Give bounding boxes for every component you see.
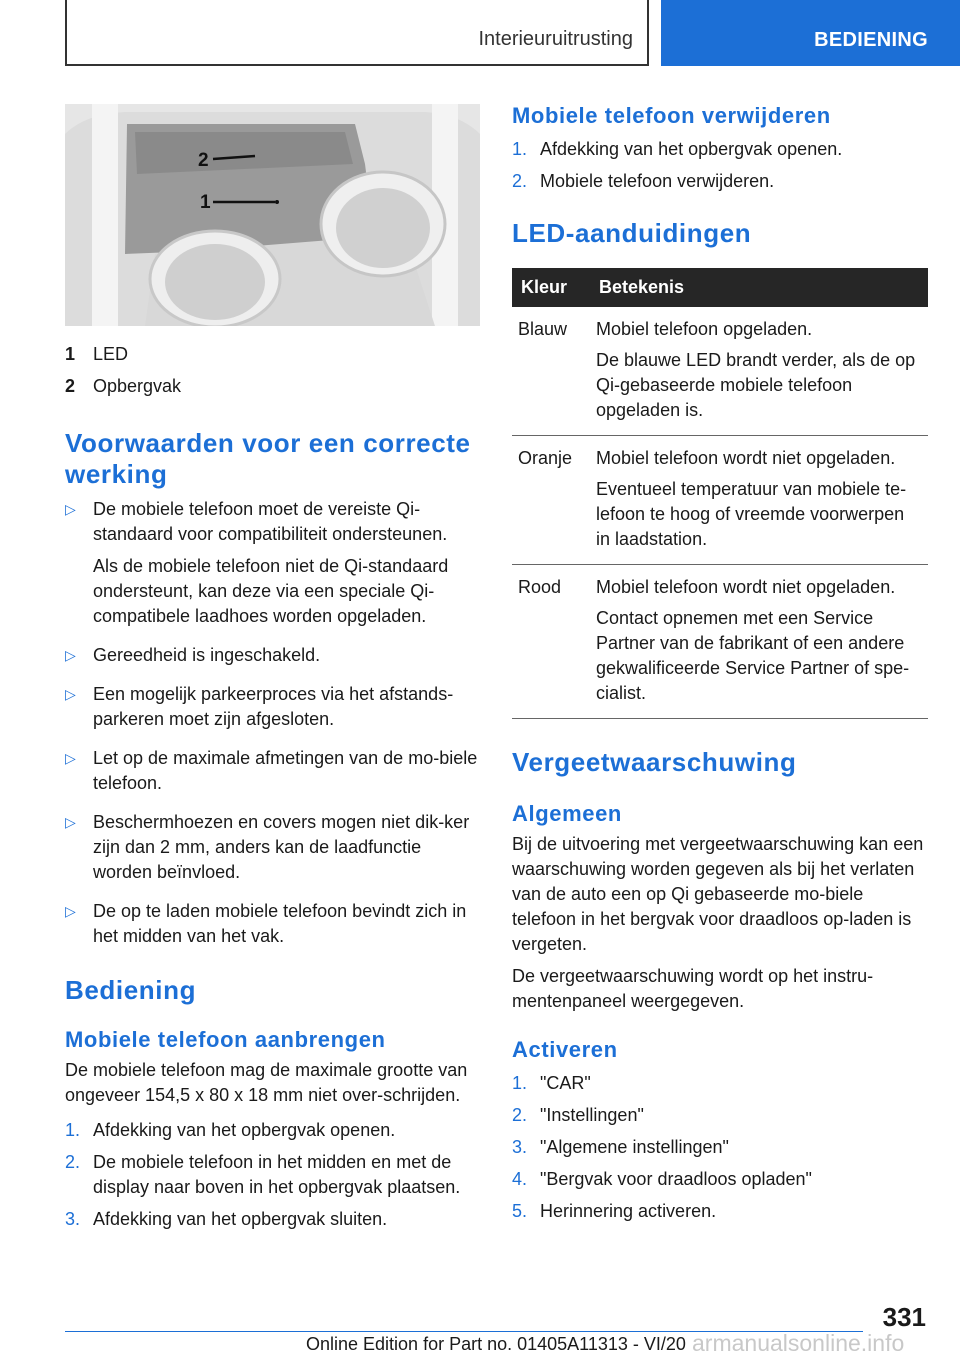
bullet-text: Een mogelijk parkeerproces via het afstands-parkeren moet zijn afgesloten. xyxy=(93,684,454,729)
triangle-bullet-icon: ▷ xyxy=(65,750,76,766)
list-item xyxy=(65,1150,480,1200)
bediening-heading: Bediening xyxy=(65,975,197,1005)
step-text: "Bergvak voor draadloos opladen" xyxy=(540,1169,812,1189)
aanbrengen-steps xyxy=(65,1118,480,1232)
cell-betekenis xyxy=(590,307,928,436)
list-item xyxy=(65,899,480,949)
legend-label: Opbergvak xyxy=(93,376,182,396)
step-number: 2. xyxy=(65,1152,81,1172)
list-item xyxy=(65,810,480,885)
aanbrengen-heading: Mobiele telefoon aanbrengen xyxy=(65,1027,386,1052)
list-item xyxy=(65,643,480,668)
list-item xyxy=(512,1103,928,1128)
bullet-extra-text: Als de mobiele telefoon niet de Qi-standaard ondersteunt, kan deze via een speciale Qi-compatibele laadhoes worden opgeladen. xyxy=(93,556,449,626)
legend-label: LED xyxy=(93,344,129,364)
table-header-row xyxy=(512,268,928,307)
callout-2: 2 xyxy=(198,150,209,171)
step-number: 4. xyxy=(512,1169,528,1189)
bullet-text: Gereedheid is ingeschakeld. xyxy=(93,645,321,665)
step-text: Afdekking van het opbergvak openen. xyxy=(540,139,843,159)
left-column xyxy=(65,104,480,1232)
step-number: 5. xyxy=(512,1201,528,1221)
table-row xyxy=(512,436,928,565)
algemeen-heading: Algemeen xyxy=(512,801,622,826)
cell-kleur: Oranje xyxy=(512,436,590,565)
step-number: 1. xyxy=(512,1073,528,1093)
step-text: Mobiele telefoon verwijderen. xyxy=(540,171,775,191)
column-header-kleur: Kleur xyxy=(512,268,590,307)
betekenis-line2: Contact opnemen met een Service Partner van de fabrikant of een andere gekwalificeerde Service Partner of spe-cialist. xyxy=(596,608,910,703)
page-number: 331 xyxy=(882,1302,926,1332)
vergeet-heading: Vergeetwaarschuwing xyxy=(512,747,797,777)
legend-item xyxy=(65,370,480,402)
step-number: 2. xyxy=(512,171,528,191)
callout-1: 1 xyxy=(200,192,211,213)
list-item xyxy=(512,1135,928,1160)
cell-betekenis xyxy=(590,436,928,565)
triangle-bullet-icon: ▷ xyxy=(65,647,76,663)
step-number: 2. xyxy=(512,1105,528,1125)
column-header-betekenis: Betekenis xyxy=(590,268,928,307)
right-column xyxy=(512,100,928,1224)
figure-legend xyxy=(65,338,480,402)
voorwaarden-heading-line1: Voorwaarden voor een correcte xyxy=(65,428,471,458)
list-item xyxy=(65,1207,480,1232)
list-item xyxy=(65,1118,480,1143)
step-text: "CAR" xyxy=(540,1073,591,1093)
step-text: Afdekking van het opbergvak openen. xyxy=(93,1120,396,1140)
table-row xyxy=(512,307,928,436)
algemeen-paragraph-1: Bij de uitvoering met vergeetwaarschuwing kan een waarschuwing worden gegeven als bij het verlaten van de auto een op Qi gebaseerde mo-biele telefoon in het bergvak voor draadloos op-laden is vergeten. xyxy=(512,834,924,954)
cell-kleur: Blauw xyxy=(512,307,590,436)
activeren-steps xyxy=(512,1071,928,1224)
step-text: "Algemene instellingen" xyxy=(540,1137,729,1157)
step-text: Afdekking van het opbergvak sluiten. xyxy=(93,1209,388,1229)
step-number: 3. xyxy=(512,1137,528,1157)
aanbrengen-intro: De mobiele telefoon mag de maximale grootte van ongeveer 154,5 x 80 x 18 mm niet over-schrijden. xyxy=(65,1060,468,1105)
list-item xyxy=(512,1199,928,1224)
voorwaarden-heading xyxy=(65,428,480,490)
step-text: "Instellingen" xyxy=(540,1105,644,1125)
betekenis-line2: Eventueel temperatuur van mobiele te-lefoon te hoog of vreemde voorwerpen in laadstation. xyxy=(596,479,907,549)
list-item xyxy=(512,1071,928,1096)
table-row xyxy=(512,565,928,719)
header-chapter-title: BEDIENING xyxy=(814,29,928,51)
voorwaarden-heading-line2: werking xyxy=(65,459,168,489)
compartment-drawing xyxy=(65,104,480,326)
betekenis-line1: Mobiel telefoon wordt niet opgeladen. xyxy=(596,577,896,597)
led-heading: LED-aanduidingen xyxy=(512,218,752,248)
list-item xyxy=(512,169,928,194)
led-table xyxy=(512,268,928,719)
step-number: 3. xyxy=(65,1209,81,1229)
step-number: 1. xyxy=(65,1120,81,1140)
header-section-title: Interieuruitrusting xyxy=(478,28,633,50)
triangle-bullet-icon: ▷ xyxy=(65,686,76,702)
betekenis-line1: Mobiel telefoon opgeladen. xyxy=(596,319,813,339)
bullet-text: De mobiele telefoon moet de vereiste Qi-standaard voor compatibiliteit ondersteunen. xyxy=(93,499,448,544)
list-item xyxy=(65,746,480,796)
legend-number: 1 xyxy=(65,344,76,364)
footer-watermark-logo: armanualsonline.info xyxy=(692,1330,905,1356)
list-item xyxy=(65,682,480,732)
bullet-text: Beschermhoezen en covers mogen niet dik-ker zijn dan 2 mm, anders kan de laadfunctie worden beïnvloed. xyxy=(93,812,470,882)
betekenis-line1: Mobiel telefoon wordt niet opgeladen. xyxy=(596,448,896,468)
step-number: 1. xyxy=(512,139,528,159)
step-text: De mobiele telefoon in het midden en met de display naar boven in het opbergvak plaatsen. xyxy=(93,1152,461,1197)
list-item xyxy=(65,497,480,629)
triangle-bullet-icon: ▷ xyxy=(65,501,76,517)
header-section-box xyxy=(65,0,649,66)
footer-edition: Online Edition for Part no. 01405A11313 - VI/20 xyxy=(306,1334,686,1354)
cell-kleur: Rood xyxy=(512,565,590,719)
triangle-bullet-icon: ▷ xyxy=(65,903,76,919)
bullet-text: De op te laden mobiele telefoon bevindt zich in het midden van het vak. xyxy=(93,901,467,946)
activeren-heading: Activeren xyxy=(512,1037,618,1062)
list-item xyxy=(512,1167,928,1192)
legend-number: 2 xyxy=(65,376,76,396)
algemeen-paragraph-2: De vergeetwaarschuwing wordt op het instru-mentenpaneel weergegeven. xyxy=(512,966,874,1011)
voorwaarden-list xyxy=(65,497,480,949)
cell-betekenis xyxy=(590,565,928,719)
legend-item xyxy=(65,338,480,370)
bullet-text: Let op de maximale afmetingen van de mo-biele telefoon. xyxy=(93,748,478,793)
step-text: Herinnering activeren. xyxy=(540,1201,717,1221)
verwijderen-heading: Mobiele telefoon verwijderen xyxy=(512,103,831,128)
betekenis-line2: De blauwe LED brandt verder, als de op Qi-gebaseerde mobiele telefoon opgeladen is. xyxy=(596,350,916,420)
storage-compartment-illustration xyxy=(65,104,480,326)
header-chapter-box xyxy=(661,0,960,66)
verwijderen-steps xyxy=(512,137,928,194)
list-item xyxy=(512,137,928,162)
triangle-bullet-icon: ▷ xyxy=(65,814,76,830)
